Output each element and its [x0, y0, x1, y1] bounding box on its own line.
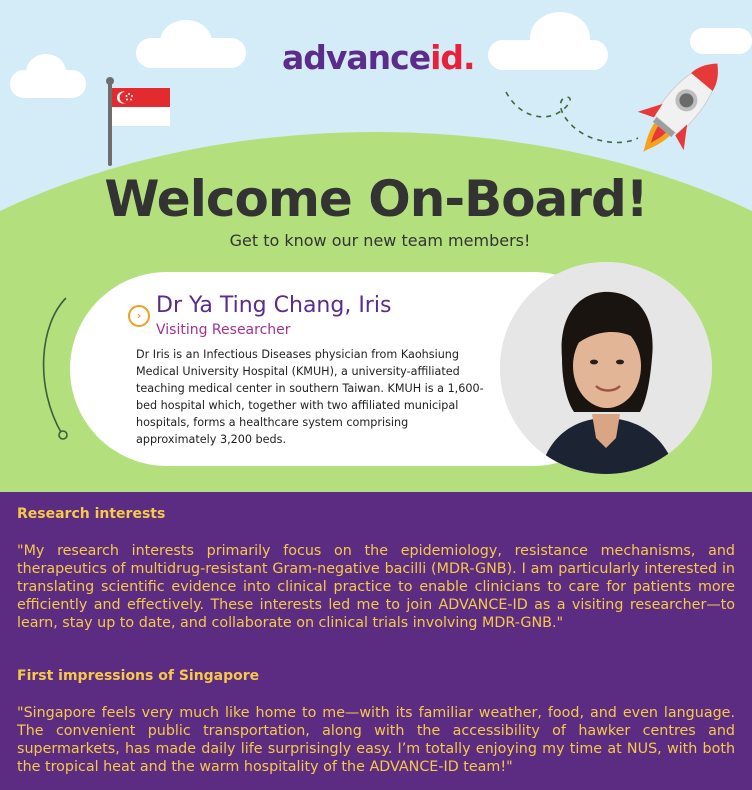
- section-title-impressions: First impressions of Singapore: [17, 668, 260, 684]
- dashed-trail: [500, 88, 640, 158]
- arrow-circle-icon: ›: [128, 305, 150, 327]
- page-title: Welcome On-Board!: [104, 170, 648, 228]
- cloud-center-puff: [160, 20, 212, 64]
- profile-bio: Dr Iris is an Infectious Diseases physician from Kaohsiung Medical University Hospital (KMUH), a university-affiliated teaching medical center in southern Taiwan. KMUH is a 1,600-bed hospital which, together with two affiliated municipal hospitals, forms a healthcare system comprising approximately 3,200 beds.: [136, 348, 484, 446]
- section-title-research: Research interests: [17, 506, 166, 522]
- profile-role: Visiting Researcher: [156, 322, 291, 338]
- person-photo: [500, 262, 712, 474]
- logo-text-main: advance: [282, 38, 431, 77]
- logo-dot: .: [463, 38, 475, 77]
- logo-text-accent: id: [430, 38, 464, 77]
- advanceid-logo: [282, 38, 475, 77]
- cloud-right-puff: [530, 12, 590, 64]
- singapore-flag-icon: [112, 88, 170, 126]
- profile-name: Dr Ya Ting Chang, Iris: [156, 293, 392, 318]
- page-subtitle: Get to know our new team members!: [229, 231, 531, 250]
- decorative-curve: [34, 296, 74, 446]
- cloud-left-puff: [26, 54, 66, 90]
- section-text-research: "My research interests primarily focus on the epidemiology, resistance mechanisms, and therapeutics of multidrug-resistant Gram-negative bacilli (MDR-GNB). I am particularly interested in translating scientific evidence into clinical practice to enable clinicians to care for patients more efficiently and effectively. These interests led me to join ADVANCE-ID as a visiting researcher—to learn, stay up to date, and collaborate on clinical trials involving MDR-GNB.": [17, 543, 735, 631]
- section-text-impressions: "Singapore feels very much like home to me—with its familiar weather, food, and even language. The convenient public transportation, along with the accessibility of hawker centres and supermarkets, has made daily life surprisingly easy. I’m totally enjoying my time at NUS, with both the tropical heat and the warm hospitality of the ADVANCE-ID team!": [17, 705, 735, 775]
